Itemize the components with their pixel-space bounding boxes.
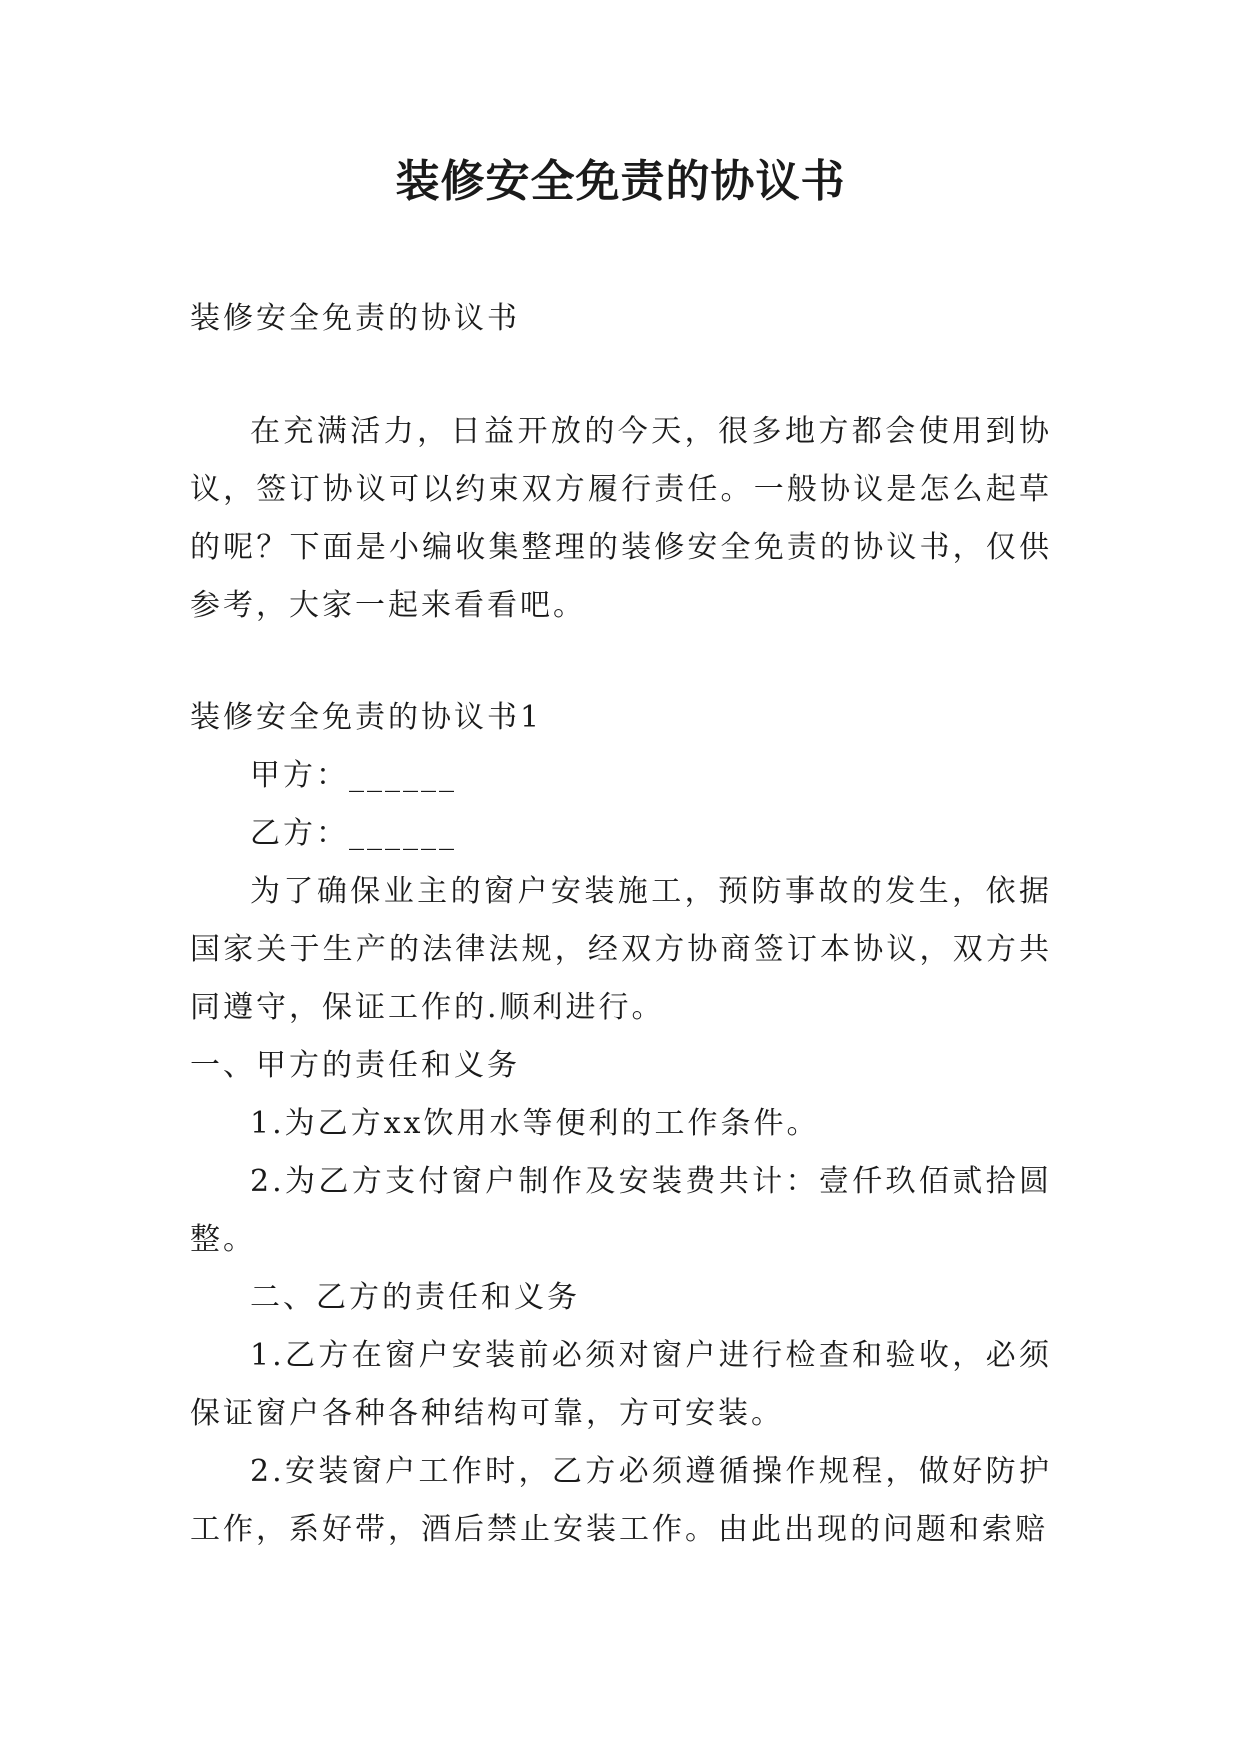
party-b-clause-2: 2.安装窗户工作时，乙方必须遵循操作规程，做好防护工作，系好带，酒后禁止安装工作。由此出现的问题和索赔: [190, 1454, 1052, 1547]
document-body: [190, 290, 1052, 1559]
document-title: 装修安全免责的协议书: [395, 156, 846, 207]
party-b-clause-1: 1.乙方在窗户安装前必须对窗户进行检查和验收，必须保证窗户各种各种结构可靠，方可安装。: [190, 1338, 1052, 1431]
section-heading-party-a: 一、甲方的责任和义务: [190, 1048, 520, 1083]
party-a-line: 甲方：______: [250, 758, 457, 793]
party-b-line: 乙方：______: [250, 816, 457, 851]
party-a-clause-2: 2.为乙方支付窗户制作及安装费共计：壹仟玖佰贰拾圆整。: [190, 1164, 1052, 1257]
subtitle-paragraph: 装修安全免责的协议书: [190, 301, 520, 336]
intro-paragraph: 在充满活力，日益开放的今天，很多地方都会使用到协议，签订协议可以约束双方履行责任。一般协议是怎么起草的呢？下面是小编收集整理的装修安全免责的协议书，仅供参考，大家一起来看看吧。: [190, 414, 1052, 623]
section-heading-party-b: 二、乙方的责任和义务: [250, 1280, 580, 1315]
purpose-paragraph: 为了确保业主的窗户安装施工，预防事故的发生，依据国家关于生产的法律法规，经双方协商签订本协议，双方共同遵守，保证工作的.顺利进行。: [190, 874, 1052, 1025]
agreement-heading: 装修安全免责的协议书1: [190, 700, 543, 735]
party-a-clause-1: 1.为乙方xx饮用水等便利的工作条件。: [250, 1106, 820, 1141]
